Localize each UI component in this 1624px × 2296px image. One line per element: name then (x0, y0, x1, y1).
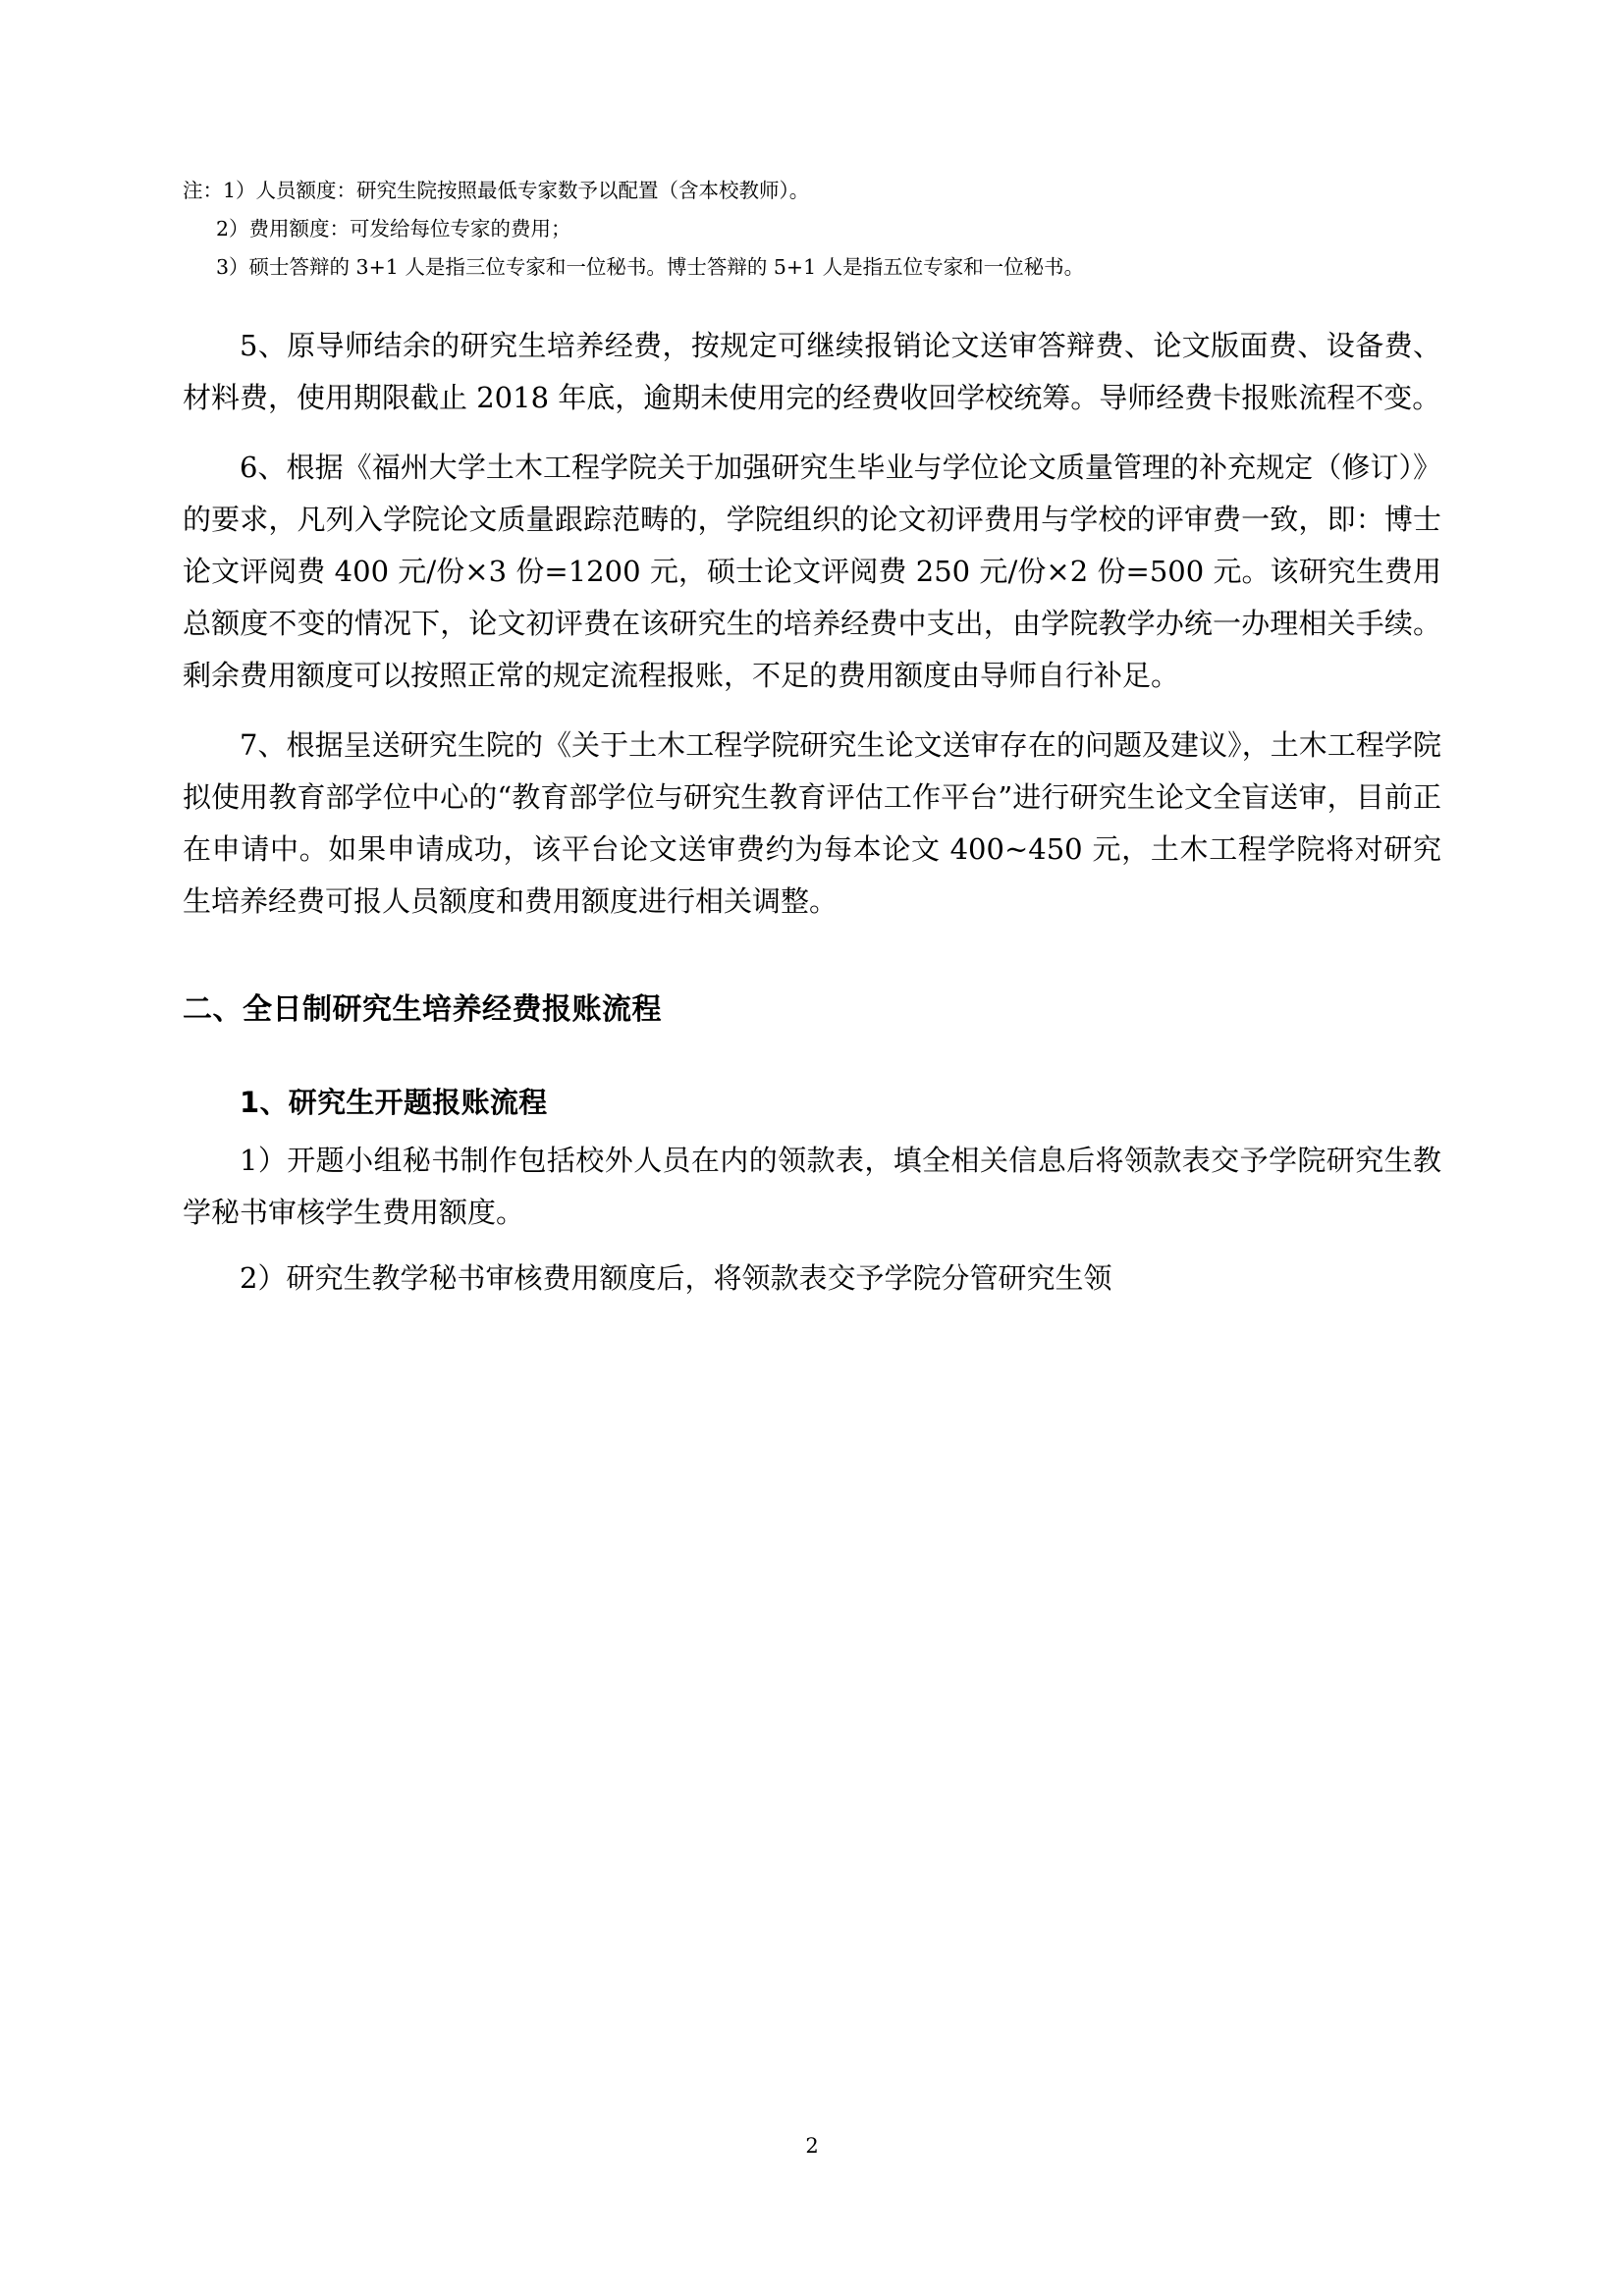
step-item-2: 2）研究生教学秘书审核费用额度后，将领款表交予学院分管研究生领 (240, 1261, 1112, 1296)
section-heading: 二、全日制研究生培养经费报账流程 (183, 992, 662, 1028)
note-line-2: 2）费用额度：可发给每位专家的费用； (216, 217, 571, 241)
paragraph-item-6: 6、根据《福州大学土木工程学院关于加强研究生毕业与学位论文质量管理的补充规定（修订）》的要求，凡列入学院论文质量跟踪范畴的，学院组织的论文初评费用与学校的评审费一致，即：博士论文评阅费 400 元/份×3 份=1200 元，硕士论文评阅费 250 元/份×2 份=500 元。该研究生费用总额度不变的情况下，论文初评费在该研究生的培养经费中支出，由学院教学办统一办理相关手续。剩余费用额度可以按照正常的规定流程报账，不足的费用额度由导师自行补足。 (183, 450, 1441, 692)
spacer (183, 1239, 1441, 1253)
page-content (183, 175, 1441, 1305)
subsection-heading: 1、研究生开题报账流程 (240, 1086, 548, 1120)
spacer (183, 428, 1441, 442)
spacer (183, 706, 1441, 720)
spacer (183, 932, 1441, 985)
page-number: 2 (805, 2134, 819, 2158)
paragraph-item-5: 5、原导师结余的研究生培养经费，按规定可继续报销论文送审答辩费、论文版面费、设备费、材料费，使用期限截止 2018 年底，逾期未使用完的经费收回学校统筹。导师经费卡报账流程不变。 (183, 328, 1441, 414)
note-line-3: 3）硕士答辩的 3+1 人是指三位专家和一位秘书。博士答辩的 5+1 人是指五位专家和一位秘书。 (216, 255, 1085, 280)
step-item-1: 1）开题小组秘书制作包括校外人员在内的领款表，填全相关信息后将领款表交予学院研究生教学秘书审核学生费用额度。 (183, 1144, 1441, 1230)
notes-block (183, 175, 1441, 285)
spacer (183, 291, 1441, 320)
spacer (183, 1121, 1441, 1135)
note-line-1: 注：1）人员额度：研究生院按照最低专家数予以配置（含本校教师）。 (183, 179, 810, 202)
paragraph-item-7: 7、根据呈送研究生院的《关于土木工程学院研究生论文送审存在的问题及建议》，土木工程学院拟使用教育部学位中心的“教育部学位与研究生教育评估工作平台”进行研究生论文全盲送审，目前正在申请中。如果申请成功，该平台论文送审费约为每本论文 400~450 元，土木工程学院将对研究生培养经费可报人员额度和费用额度进行相关调整。 (183, 728, 1441, 919)
spacer (183, 1028, 1441, 1081)
